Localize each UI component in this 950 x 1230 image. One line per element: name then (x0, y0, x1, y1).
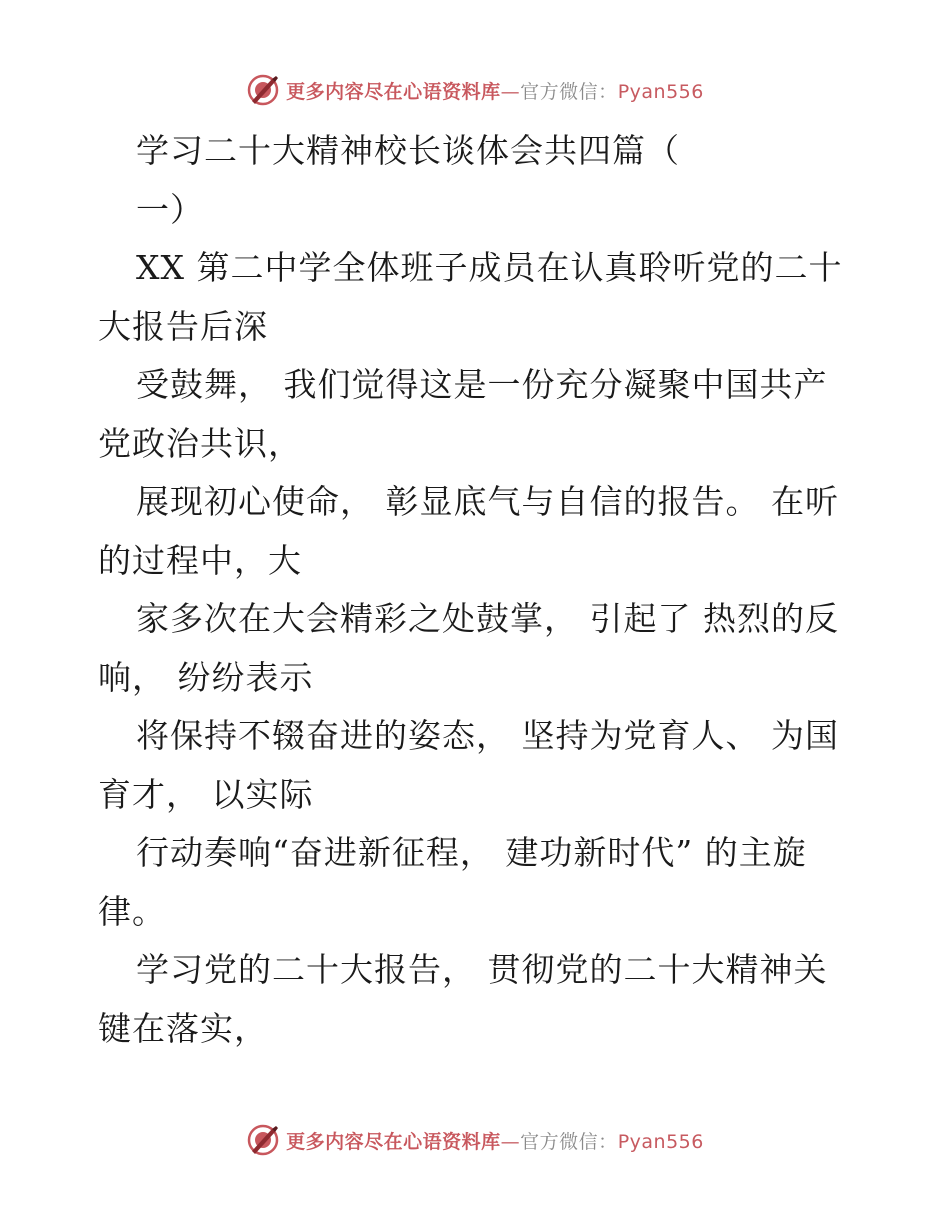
text-line: 行动奏响“奋进新征程， 建功新时代” 的主旋 (136, 833, 807, 872)
pen-logo-icon (246, 1123, 280, 1157)
text-line: 大报告后深 (98, 306, 268, 346)
text-line: 党政治共识， (98, 423, 302, 463)
banner-brand: 更多内容尽在心语资料库 (286, 1130, 501, 1153)
banner-text (286, 77, 704, 104)
text-line: 键在落实， (98, 1008, 268, 1048)
text-line: 的过程中，大 (98, 540, 302, 580)
text-line: 受鼓舞， 我们觉得这是一份充分凝聚中国共产 (136, 365, 828, 404)
header-banner (0, 70, 950, 110)
banner-wechat-id: Pyan556 (617, 80, 704, 103)
document-body (98, 122, 858, 1058)
banner-label: 官方微信： (520, 1130, 618, 1153)
text-line: XX 第二中学全体班子成员在认真聆听党的二十 (136, 248, 843, 287)
text-line: 响， 纷纷表示 (98, 657, 314, 697)
text-line: 家多次在大会精彩之处鼓掌， 引起了 热烈的反 (136, 599, 839, 638)
text-line: 律。 (98, 891, 166, 931)
pen-logo-icon (246, 73, 280, 107)
text-line: 学习党的二十大报告， 贯彻党的二十大精神关 (136, 950, 828, 989)
text-line: 一） (136, 189, 204, 229)
text-line: 将保持不辍奋进的姿态， 坚持为党育人、 为国 (136, 716, 839, 755)
banner-text (286, 1127, 704, 1154)
banner-brand: 更多内容尽在心语资料库 (286, 80, 501, 103)
text-line: 育才， 以实际 (98, 774, 314, 814)
text-line: 学习二十大精神校长谈体会共四篇（ (136, 131, 680, 170)
banner-label: 官方微信： (520, 80, 618, 103)
banner-dash: — (500, 1130, 521, 1153)
banner-wechat-id: Pyan556 (617, 1130, 704, 1153)
footer-banner (0, 1120, 950, 1160)
banner-dash: — (500, 80, 521, 103)
text-line: 展现初心使命， 彰显底气与自信的报告。 在听 (136, 482, 839, 521)
